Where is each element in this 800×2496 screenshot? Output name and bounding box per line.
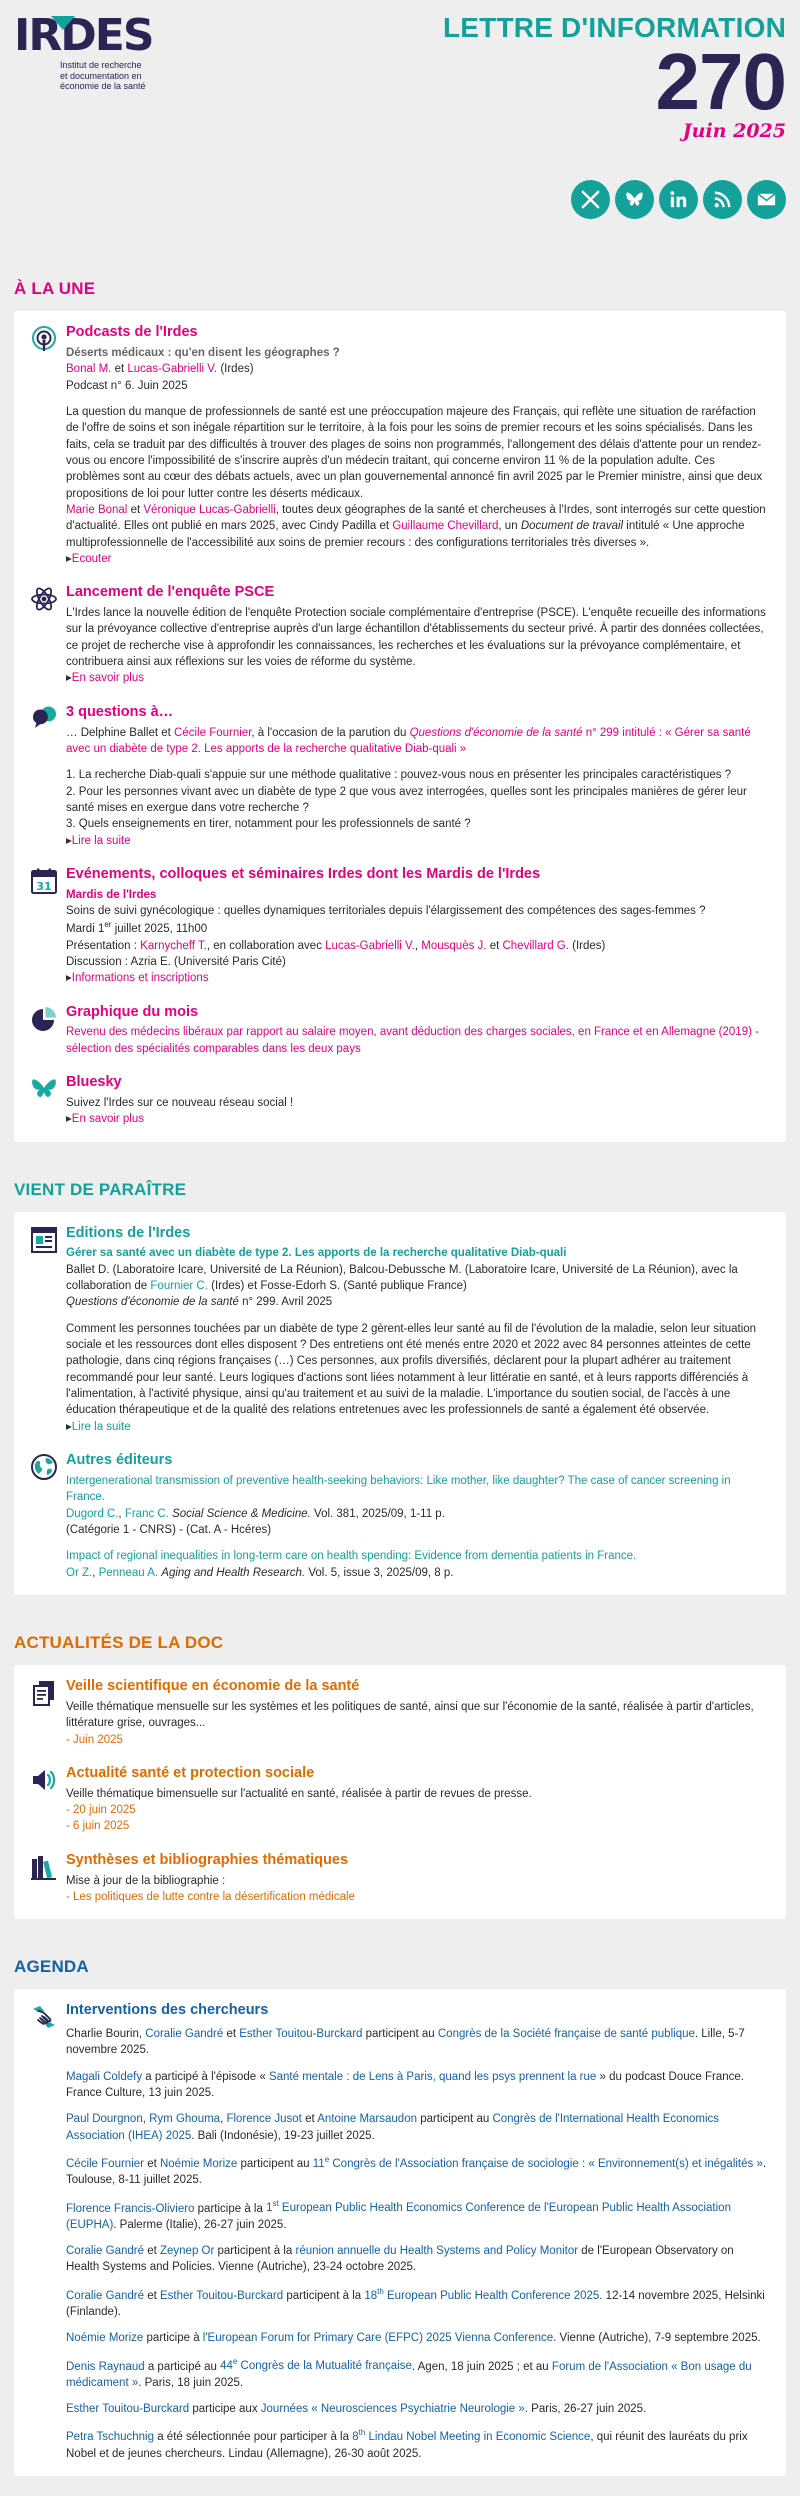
podcast-para2: Marie Bonal et Véronique Lucas-Gabrielli, toutes deux géographes de la santé et chercheuses à l'Irdes, sont interrogés sur cette question d'actualité. Elles ont publié en mars 2025, avec Cindy Padilla et Guillaume Chevillard, un Document de travail intitulé « Une approche multiprofessionnelle de l'accessibilité aux soins de premier recours : des configurations territoriales très diverses ». — [66, 503, 766, 549]
section-title-une: À LA UNE — [14, 279, 96, 298]
item-graph — [30, 1003, 770, 1058]
editions-title: Gérer sa santé avec un diabète de type 2. Les apports de la recherche qualitative Diab-quali — [66, 1247, 567, 1260]
actu-text: Veille thématique bimensuelle sur l'actualité en santé, réalisée à partir de revues de presse. — [66, 1787, 532, 1800]
veille-link-wrap — [66, 1732, 770, 1748]
event-link[interactable]: Congrès de la Société française de santé publique — [437, 2028, 695, 2041]
more-link[interactable]: ▸ En savoir plus — [66, 1113, 144, 1125]
article-title-link[interactable]: Intergenerational transmission of preventive health-seeking behaviors: Like mother, like daughter? The case of cancer screening in France. — [66, 1474, 731, 1504]
author-link[interactable]: Paul Dourgnon — [66, 2113, 143, 2126]
logo-wordmark: IRDES — [14, 10, 153, 61]
agenda-entry: Florence Francis-Oliviero participe à la 1st European Public Health Economics Conference de l'European Public Health Association (EUPHA). Palerme (Italie), 26-27 juin 2025. — [66, 2199, 731, 2231]
author-link[interactable]: Esther Touitou-Burckard — [239, 2028, 363, 2041]
actu-link-1-wrap — [66, 1802, 770, 1818]
events-date: Mardi 1er juillet 2025, 11h00 — [66, 920, 208, 936]
read-more-link[interactable]: ▸ Lire la suite — [66, 835, 131, 847]
agenda-entry: Esther Touitou-Burckard participe aux Journées « Neurosciences Psychiatrie Neurologie ». Paris, 26-27 juin 2025. — [66, 2403, 647, 2416]
author-link[interactable]: Véronique Lucas-Gabrielli — [143, 503, 276, 516]
author-link[interactable]: Esther Touitou-Burckard — [159, 2289, 284, 2302]
question-3: 3. Quels enseignements en tirer, notamment pour les professionnels de santé ? — [66, 818, 471, 831]
interventions-heading: Interventions des chercheurs — [66, 2002, 269, 2019]
section-title-doc: ACTUALITÉS DE LA DOC — [14, 1632, 224, 1652]
psce-text: L'Irdes lance la nouvelle édition de l'enquête Protection sociale complémentaire d'entreprise (PSCE). L'enquête recueille des informations sur la prévoyance collective d'entreprise auprès d'un large échantillon d'établissements du secteur privé. À partir des données collectées, ce projet de recherche vise à approfondir les connaissances, les recherches et les évaluations sur la prévoyance complémentaire, et contribuera ainsi aux réflexions sur les voies de réforme du système. — [66, 607, 766, 669]
event-link[interactable]: 8th Lindau Nobel Meeting in Economic Science — [352, 2428, 591, 2444]
author-link[interactable]: Magali Coldefy — [66, 2070, 143, 2083]
author-link[interactable]: Bonal M. — [66, 363, 112, 376]
event-link[interactable]: 11e Congrès de l'Association française de sociologie : « Environnement(s) et inégalités » — [312, 2155, 763, 2170]
author-link[interactable]: Antoine Marsaudon — [317, 2113, 417, 2126]
read-more-link[interactable]: ▸ Lire la suite — [66, 1421, 131, 1433]
header — [0, 0, 800, 245]
card-agenda — [14, 1989, 786, 2476]
veille-text: Veille thématique mensuelle sur les systèmes et les politiques de santé, ainsi que sur l'économie de la santé, réalisée à partir d'articles, littérature grise, ouvrages... — [66, 1700, 754, 1730]
event-link[interactable]: réunion annuelle du Health Systems and Policy Monitor — [295, 2245, 579, 2258]
autres-heading: Autres éditeurs — [66, 1452, 173, 1469]
podcast-listen — [66, 551, 770, 567]
item-events — [30, 865, 770, 987]
event-link[interactable]: 1st European Public Health Economics Conference de l'European Public Health Association (EUPHA) — [66, 2199, 731, 2231]
editions-authors: Ballet D. (Laboratoire Icare, Université de La Réunion), Balcou-Debussche M. (Laboratoire Icare, Université de La Réunion), avec la collaboration de Fournier C. (Irdes) et Fosse-Edorh S. (Santé publique France) — [66, 1263, 738, 1293]
calendar-icon — [30, 865, 66, 987]
author-link[interactable]: Fournier C. — [150, 1280, 208, 1293]
agenda-entry: Paul Dourgnon, Rym Ghouma, Florence Jusot et Antoine Marsaudon participent au Congrès de l'International Health Economics Association (IHEA) 2025. Bali (Indonésie), 19-23 juillet 2025. — [66, 2113, 720, 2142]
podcast-para1: La question du manque de professionnels de santé est une préoccupation majeure des Français, qui reflète une situation de raréfaction de l'offre de soins et son inégale répartition sur le territoire, à la fois pour les soins de premier recours et les soins spécialisés. Dans les faits, cela se traduit par des difficultés à trouver des plages de soins non programmés, l'allongement des délais d'attente pour un rendez-vous ou encore l'impossibilité de s'inscrire auprès d'un médecin traitant, qui concerne environ 11 % de la population adulte. Ces problèmes sont au cœur des débats actuels, avec un plan gouvernemental annoncé fin avril 2025 par le Premier ministre, ainsi que deux propositions de loi pour lutter contre les déserts médicaux. — [66, 405, 763, 500]
podcast-authors: Bonal M. et Lucas-Gabrielli V. (Irdes) — [66, 363, 254, 376]
actu-heading: Actualité santé et protection sociale — [66, 1764, 315, 1781]
questions-more — [66, 833, 770, 849]
questions-intro: … Delphine Ballet et Cécile Fournier, à l'occasion de la parution du Questions d'économie de la santé n° 299 intitulé : « Gérer sa santé avec un diabète de type 2. Les apports de la recherche qualitative Diab-quali » — [66, 726, 751, 755]
item-bluesky — [30, 1073, 770, 1128]
author-link[interactable]: Karnycheff T. — [140, 939, 207, 952]
author-link[interactable]: Franc C. — [124, 1507, 169, 1520]
item-psce — [30, 583, 770, 686]
events-sub: Mardis de l'Irdes — [66, 888, 157, 901]
author-link[interactable]: Dugord C. — [66, 1507, 119, 1520]
event-link[interactable]: Congrès de l'International Health Economics Association (IHEA) 2025 — [66, 2113, 720, 2142]
author-link[interactable]: Coralie Gandré — [66, 2289, 144, 2302]
author-link[interactable]: Chevillard G. — [502, 939, 569, 952]
events-discussion: Discussion : Azria E. (Université Paris Cité) — [66, 955, 286, 968]
event-link[interactable]: 44e Congrès de la Mutualité française — [220, 2357, 412, 2373]
events-heading: Evénements, colloques et séminaires Irdes dont les Mardis de l'Irdes — [66, 865, 541, 882]
author-link[interactable]: Marie Bonal — [66, 503, 128, 516]
globe-icon — [30, 1451, 66, 1581]
author-link[interactable]: Mousquès J. — [421, 939, 487, 952]
question-2: 2. Pour les personnes vivant avec un diabète de type 2 que vous avez interrogées, quelles sont les principales manières de gérer leur santé mises en exergue dans votre recherche ? — [66, 785, 747, 814]
section-title-agenda: AGENDA — [14, 1957, 89, 1977]
podcast-subtitle: Déserts médicaux : qu'en disent les géographes ? — [66, 346, 340, 359]
podcast-icon — [30, 323, 66, 567]
event-link[interactable]: l'European Forum for Primary Care (EFPC) 2025 Vienna Conference — [202, 2332, 554, 2345]
agenda-entry: Noémie Morize participe à l'European Forum for Primary Care (EFPC) 2025 Vienna Conference. Vienne (Autriche), 7-9 septembre 2025. — [66, 2332, 761, 2345]
agenda-entry: Denis Raynaud a participé au 44e Congrès de la Mutualité française. Agen, 18 juin 2025 ; et au Forum de l'Association « Bon usage du médicament ». Paris, 18 juin 2025. — [66, 2357, 752, 2389]
editions-heading: Editions de l'Irdes — [66, 1224, 191, 1241]
editions-text: Comment les personnes touchées par un diabète de type 2 gèrent-elles leur santé au fil de l'évolution de la maladie, selon leur situation sociale et les ressources dont elles disposent ? Des entretiens ont été menés entre 2020 et 2022 avec 84 personnes atteintes de cette pathologie, dans cinq régions françaises (…) Ces personnes, aux profils diversifiés, déclarent pour la plupart adhérer au traitement recommandé pour leur santé. Leurs logiques d'actions sont liées notamment à leur littératie en santé, et à leurs rapports différenciés à l'alimentation, à l'activité physique, ainsi qu'au traitement et au suivi de la maladie. L'importance du soutien social, de l'accès à une éducation thérapeutique et de la qualité des relations entretenues avec les professionnels de santé a également été observée. — [66, 1322, 757, 1417]
butterfly-icon — [30, 1073, 66, 1128]
article-title-link[interactable]: Impact of regional inequalities in long-term care on health spending: Evidence from dementia patients in France. — [66, 1550, 637, 1563]
author-link[interactable]: Guillaume Chevillard — [392, 520, 499, 533]
pie-chart-icon — [30, 1003, 66, 1058]
event-link[interactable]: 18th European Public Health Conference 2025 — [364, 2286, 600, 2302]
irdes-logo[interactable] — [14, 10, 153, 92]
actu-link[interactable]: - 6 juin 2025 — [66, 1820, 129, 1832]
questions-heading: 3 questions à… — [66, 703, 174, 720]
social-links — [571, 180, 786, 219]
chat-bubbles-icon — [30, 703, 66, 849]
publication-link[interactable]: Questions d'économie de la santé n° 299 intitulé : « Gérer sa santé avec un diabète de type 2. Les apports de la recherche qualitative Diab-quali » — [66, 726, 751, 755]
document-icon — [30, 1224, 66, 1435]
event-link[interactable]: Santé mentale : de Lens à Paris, quand les psys prennent la rue — [268, 2070, 597, 2083]
author-link[interactable]: Noémie Morize — [159, 2157, 238, 2170]
podcast-heading: Podcasts de l'Irdes — [66, 324, 198, 341]
agenda-entry: Cécile Fournier et Noémie Morize participent au 11e Congrès de l'Association française de sociologie : « Environnement(s) et inégalités ». Toulouse, 8-11 juillet 2025. — [66, 2155, 767, 2187]
books-icon — [30, 1851, 66, 1906]
more-link[interactable]: ▸ En savoir plus — [66, 672, 144, 684]
bluesky-more — [66, 1111, 770, 1127]
author-link[interactable]: Rym Ghouma — [149, 2113, 221, 2126]
linkedin-icon[interactable] — [659, 180, 698, 219]
bluesky-heading: Bluesky — [66, 1074, 122, 1090]
author-link[interactable]: Florence Jusot — [226, 2113, 302, 2126]
item-questions — [30, 703, 770, 849]
author-link[interactable]: Or Z. — [66, 1566, 93, 1579]
author-link[interactable]: Cécile Fournier — [66, 2157, 144, 2170]
atom-icon — [30, 583, 66, 686]
listen-link[interactable]: ▸ Ecouter — [66, 553, 111, 565]
actu-link-2-wrap — [66, 1818, 770, 1834]
author-link[interactable]: Cécile Fournier — [174, 726, 252, 739]
item-podcast — [30, 323, 770, 567]
veille-link[interactable]: - Juin 2025 — [66, 1734, 123, 1746]
author-link[interactable]: Noémie Morize — [66, 2332, 144, 2345]
agenda-entry: Coralie Gandré et Zeynep Or participent à la réunion annuelle du Health Systems and Policy Monitor de l'European Observatory on Health Systems and Policies. Vienne (Autriche), 23-24 octobre 2025. — [66, 2245, 734, 2274]
agenda-entry: Magali Coldefy a participé à l'épisode « Santé mentale : de Lens à Paris, quand les psys prennent la rue » du podcast Douce France. France Culture, 13 juin 2025. — [66, 2070, 744, 2100]
section-title-vient: VIENT DE PARAÎTRE — [14, 1179, 187, 1199]
author-link[interactable]: Coralie Gandré — [145, 2028, 224, 2041]
agenda-entry: Petra Tschuchnig a été sélectionnée pour participer à la 8th Lindau Nobel Meeting in Economic Science, qui réunit des lauréats du prix Nobel et de jeunes chercheurs. Lindau (Allemagne), 26-30 août 2025. — [66, 2428, 748, 2460]
author-link[interactable]: Denis Raynaud — [66, 2360, 145, 2373]
item-synth — [30, 1851, 770, 1906]
item-veille — [30, 1677, 770, 1748]
article-1: Intergenerational transmission of preventive health-seeking behaviors: Like mother, like daughter? The case of cancer screening in France. Dugord C., Franc C. Social Science & Medicine. Vol. 381, 2025/09, 1-11 p. (Catégorie 1 - CNRS) - (Cat. A - Hcéres) — [66, 1474, 731, 1536]
psce-heading: Lancement de l'enquête PSCE — [66, 584, 275, 601]
author-link[interactable]: Florence Francis-Oliviero — [66, 2202, 195, 2215]
rss-icon[interactable] — [703, 180, 742, 219]
synth-heading: Synthèses et bibliographies thématiques — [66, 1851, 349, 1868]
agenda-entry: Coralie Gandré et Esther Touitou-Burckard participent à la 18th European Public Health Conference 2025. 12-14 novembre 2025, Helsinki (Finlande). — [66, 2286, 765, 2318]
editions-more — [66, 1419, 770, 1435]
author-link[interactable]: Petra Tschuchnig — [66, 2431, 155, 2444]
event-link[interactable]: Forum de l'Association « Bon usage du médicament » — [66, 2360, 752, 2389]
author-link[interactable]: Penneau A. — [98, 1566, 159, 1579]
bluesky-icon[interactable] — [615, 180, 654, 219]
veille-heading: Veille scientifique en économie de la santé — [66, 1678, 360, 1695]
author-link[interactable]: Lucas-Gabrielli V. — [127, 363, 218, 376]
newsletter-title: LETTRE D'INFORMATION — [443, 12, 786, 43]
logo-subtitle: Institut de recherche et documentation en économie de la santé — [60, 60, 146, 91]
x-icon[interactable] — [571, 180, 610, 219]
registration-link[interactable]: ▸ Informations et inscriptions — [66, 972, 209, 984]
actu-link[interactable]: - 20 juin 2025 — [66, 1804, 136, 1816]
events-text: Soins de suivi gynécologique : quelles dynamiques territoriales depuis l'élargissement des compétences des sages-femmes ? — [66, 905, 706, 918]
synth-text: Mise à jour de la bibliographie : — [66, 1874, 226, 1887]
events-presenters: Présentation : Karnycheff T., en collaboration avec Lucas-Gabrielli V., Mousquès J. et Chevillard G. (Irdes) — [66, 939, 606, 952]
author-link[interactable]: Lucas-Gabrielli V. — [325, 939, 415, 952]
handshake-icon — [30, 2001, 66, 2462]
graph-heading: Graphique du mois — [66, 1003, 199, 1020]
speaker-icon — [30, 1764, 66, 1835]
item-autres — [30, 1451, 770, 1581]
agenda-entry: Charlie Bourin, Coralie Gandré et Esther Touitou-Burckard participent au Congrès de la Société française de santé publique. Lille, 5-7 novembre 2025. — [66, 2028, 745, 2057]
svg-text:31: 31 — [36, 879, 52, 893]
synth-link[interactable]: - Les politiques de lutte contre la désertification médicale — [66, 1891, 355, 1903]
event-link[interactable]: Journées « Neurosciences Psychiatrie Neurologie » — [260, 2403, 525, 2416]
item-interventions — [30, 2001, 770, 2462]
issue-number: 270 — [655, 37, 786, 126]
mail-icon[interactable] — [747, 180, 786, 219]
card-doc — [14, 1665, 786, 1919]
graph-link-wrap — [66, 1024, 770, 1057]
bluesky-text: Suivez l'Irdes sur ce nouveau réseau social ! — [66, 1096, 294, 1109]
question-1: 1. La recherche Diab-quali s'appuie sur une méthode qualitative : pouvez-vous nous en présenter les principales caractéristiques ? — [66, 769, 732, 782]
editions-ref: Questions d'économie de la santé n° 299. Avril 2025 — [66, 1296, 333, 1309]
podcast-ref: Podcast n° 6. Juin 2025 — [66, 379, 188, 392]
author-link[interactable]: Coralie Gandré — [66, 2245, 144, 2258]
card-vient — [14, 1212, 786, 1595]
psce-more — [66, 670, 770, 686]
card-une — [14, 311, 786, 1141]
newsletter-title-block — [443, 12, 786, 142]
author-link[interactable]: Esther Touitou-Burckard — [66, 2403, 190, 2416]
article-2: Impact of regional inequalities in long-term care on health spending: Evidence from dementia patients in France. Or Z., Penneau A. Aging and Health Research. Vol. 5, issue 3, 2025/09, 8 p. — [66, 1550, 637, 1579]
graph-link[interactable]: Revenu des médecins libéraux par rapport au salaire moyen, avant déduction des charges sociales, en France et en Allemagne (2019) - sélection des spécialités comparables dans les deux pays — [66, 1026, 759, 1055]
events-info — [66, 970, 770, 986]
synth-link-wrap — [66, 1889, 770, 1905]
item-actu — [30, 1764, 770, 1835]
issue-date: Juin 2025 — [682, 120, 786, 142]
item-editions — [30, 1224, 770, 1435]
author-link[interactable]: Zeynep Or — [159, 2245, 215, 2258]
copy-document-icon — [30, 1677, 66, 1748]
